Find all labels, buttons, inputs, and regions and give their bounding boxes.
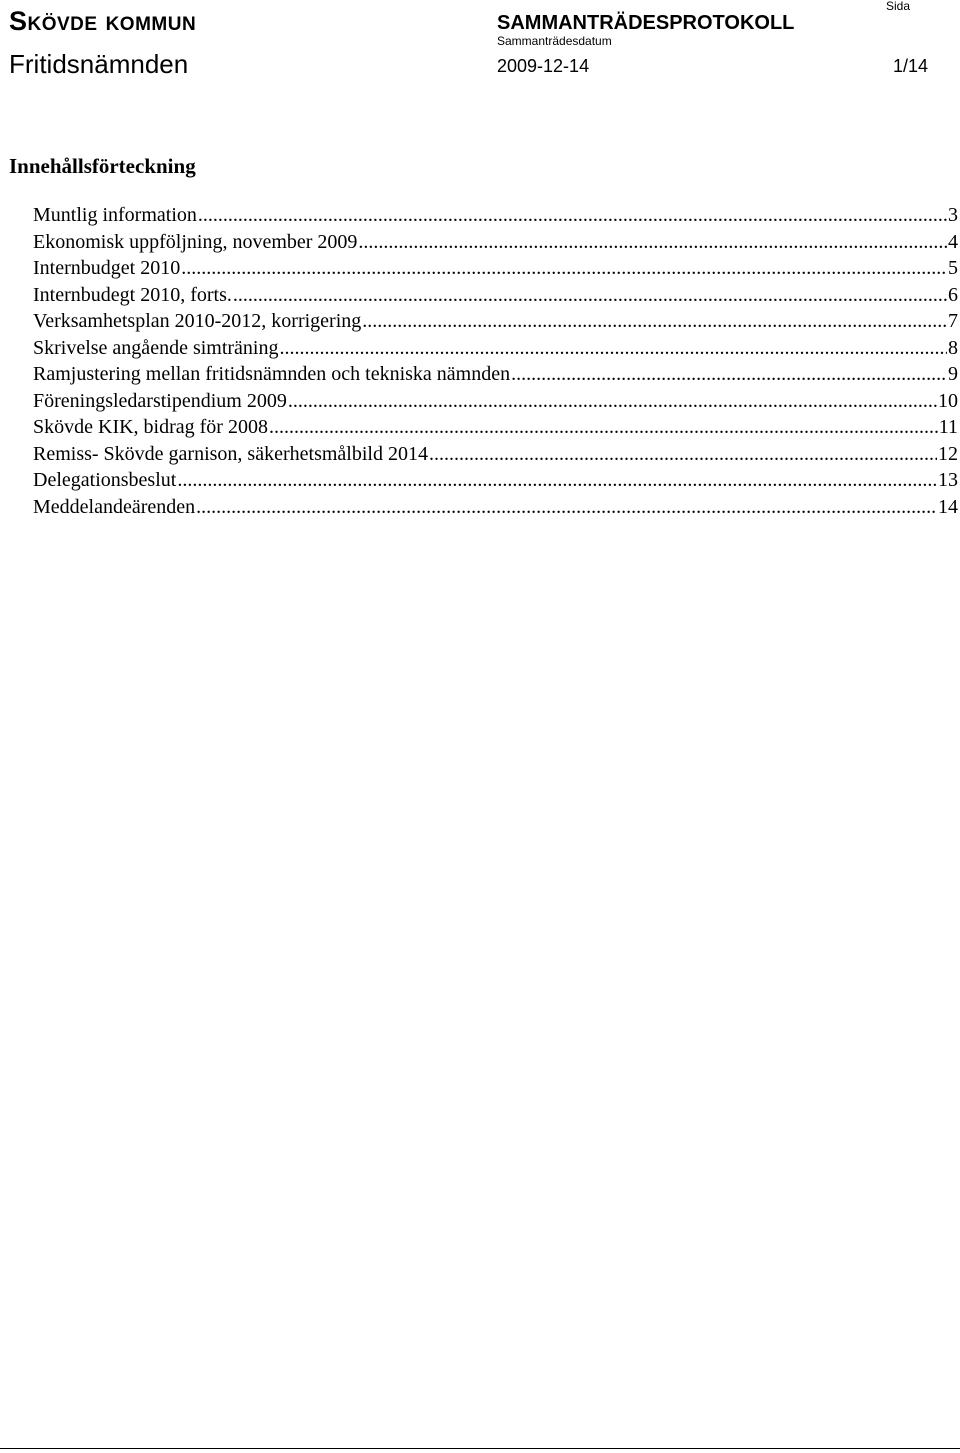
toc-entry-label: Meddelandeärenden bbox=[33, 495, 196, 518]
toc-leader bbox=[429, 443, 937, 465]
toc-entry[interactable] bbox=[33, 443, 958, 470]
toc-leader bbox=[269, 416, 938, 438]
toc-entry-page: 14 bbox=[938, 495, 958, 518]
toc-entry-page: 5 bbox=[948, 257, 958, 279]
toc-entry-page: 11 bbox=[938, 416, 958, 438]
toc-entry-label: Verksamhetsplan 2010-2012, korrigering bbox=[33, 310, 362, 332]
page-number: 1/14 bbox=[893, 56, 929, 76]
toc-entry-label: Delegationsbeslut bbox=[33, 469, 177, 491]
toc-leader bbox=[358, 231, 947, 253]
toc-entry-page: 9 bbox=[948, 363, 958, 385]
toc-entry-page: 10 bbox=[938, 389, 958, 412]
toc-entry-label: Skrivelse angående simträning bbox=[33, 336, 279, 359]
toc-heading: Innehållsförteckning bbox=[9, 154, 196, 178]
toc-entry-page: 8 bbox=[948, 336, 958, 359]
toc-entry[interactable] bbox=[33, 204, 958, 231]
toc-entry-page: 7 bbox=[948, 310, 958, 332]
toc-leader bbox=[196, 496, 937, 518]
toc-entry-page: 13 bbox=[938, 469, 958, 491]
toc-entry-label: Skövde KIK, bidrag för 2008 bbox=[33, 416, 268, 438]
page-label: Sida bbox=[886, 0, 911, 13]
toc-entry[interactable] bbox=[33, 390, 958, 417]
toc-entry[interactable] bbox=[33, 496, 958, 523]
committee-name: Fritidsnämnden bbox=[9, 49, 189, 79]
municipality-logo: Skövde kommun bbox=[9, 6, 197, 36]
toc-leader bbox=[181, 257, 947, 279]
toc-entry-label: Ramjustering mellan fritidsnämnden och tekniska nämnden bbox=[33, 363, 511, 385]
toc-entry-label: Muntlig information bbox=[33, 204, 197, 226]
meeting-date: 2009-12-14 bbox=[497, 56, 590, 76]
toc-entry[interactable] bbox=[33, 337, 958, 364]
toc-entry-label: Internbudget 2010 bbox=[33, 257, 181, 279]
toc-entry-page: 6 bbox=[948, 283, 958, 306]
toc-leader bbox=[511, 363, 947, 385]
toc-leader bbox=[177, 469, 937, 491]
document-type: SAMMANTRÄDESPROTOKOLL bbox=[497, 12, 795, 34]
table-of-contents bbox=[33, 204, 958, 522]
toc-entry-page: 4 bbox=[948, 230, 958, 253]
toc-entry[interactable] bbox=[33, 257, 958, 284]
toc-entry[interactable] bbox=[33, 416, 958, 443]
toc-entry[interactable] bbox=[33, 284, 958, 311]
toc-entry-label: Ekonomisk uppföljning, november 2009 bbox=[33, 230, 358, 253]
toc-leader bbox=[362, 310, 947, 332]
toc-entry-label: Remiss- Skövde garnison, säkerhetsmålbild 2014 bbox=[33, 442, 428, 465]
toc-entry-label: Föreningsledarstipendium 2009 bbox=[33, 389, 287, 412]
toc-leader bbox=[198, 204, 947, 226]
toc-entry-page: 12 bbox=[938, 442, 958, 465]
toc-entry[interactable] bbox=[33, 231, 958, 258]
toc-leader bbox=[233, 284, 947, 306]
toc-leader bbox=[288, 390, 937, 412]
toc-entry[interactable] bbox=[33, 310, 958, 337]
toc-entry[interactable] bbox=[33, 363, 958, 390]
toc-entry[interactable] bbox=[33, 469, 958, 496]
toc-leader bbox=[280, 337, 948, 359]
page-bottom-divider bbox=[0, 1448, 960, 1449]
meeting-date-label: Sammanträdesdatum bbox=[497, 34, 612, 48]
toc-entry-label: Internbudegt 2010, forts. bbox=[33, 283, 232, 306]
toc-entry-page: 3 bbox=[948, 204, 958, 226]
